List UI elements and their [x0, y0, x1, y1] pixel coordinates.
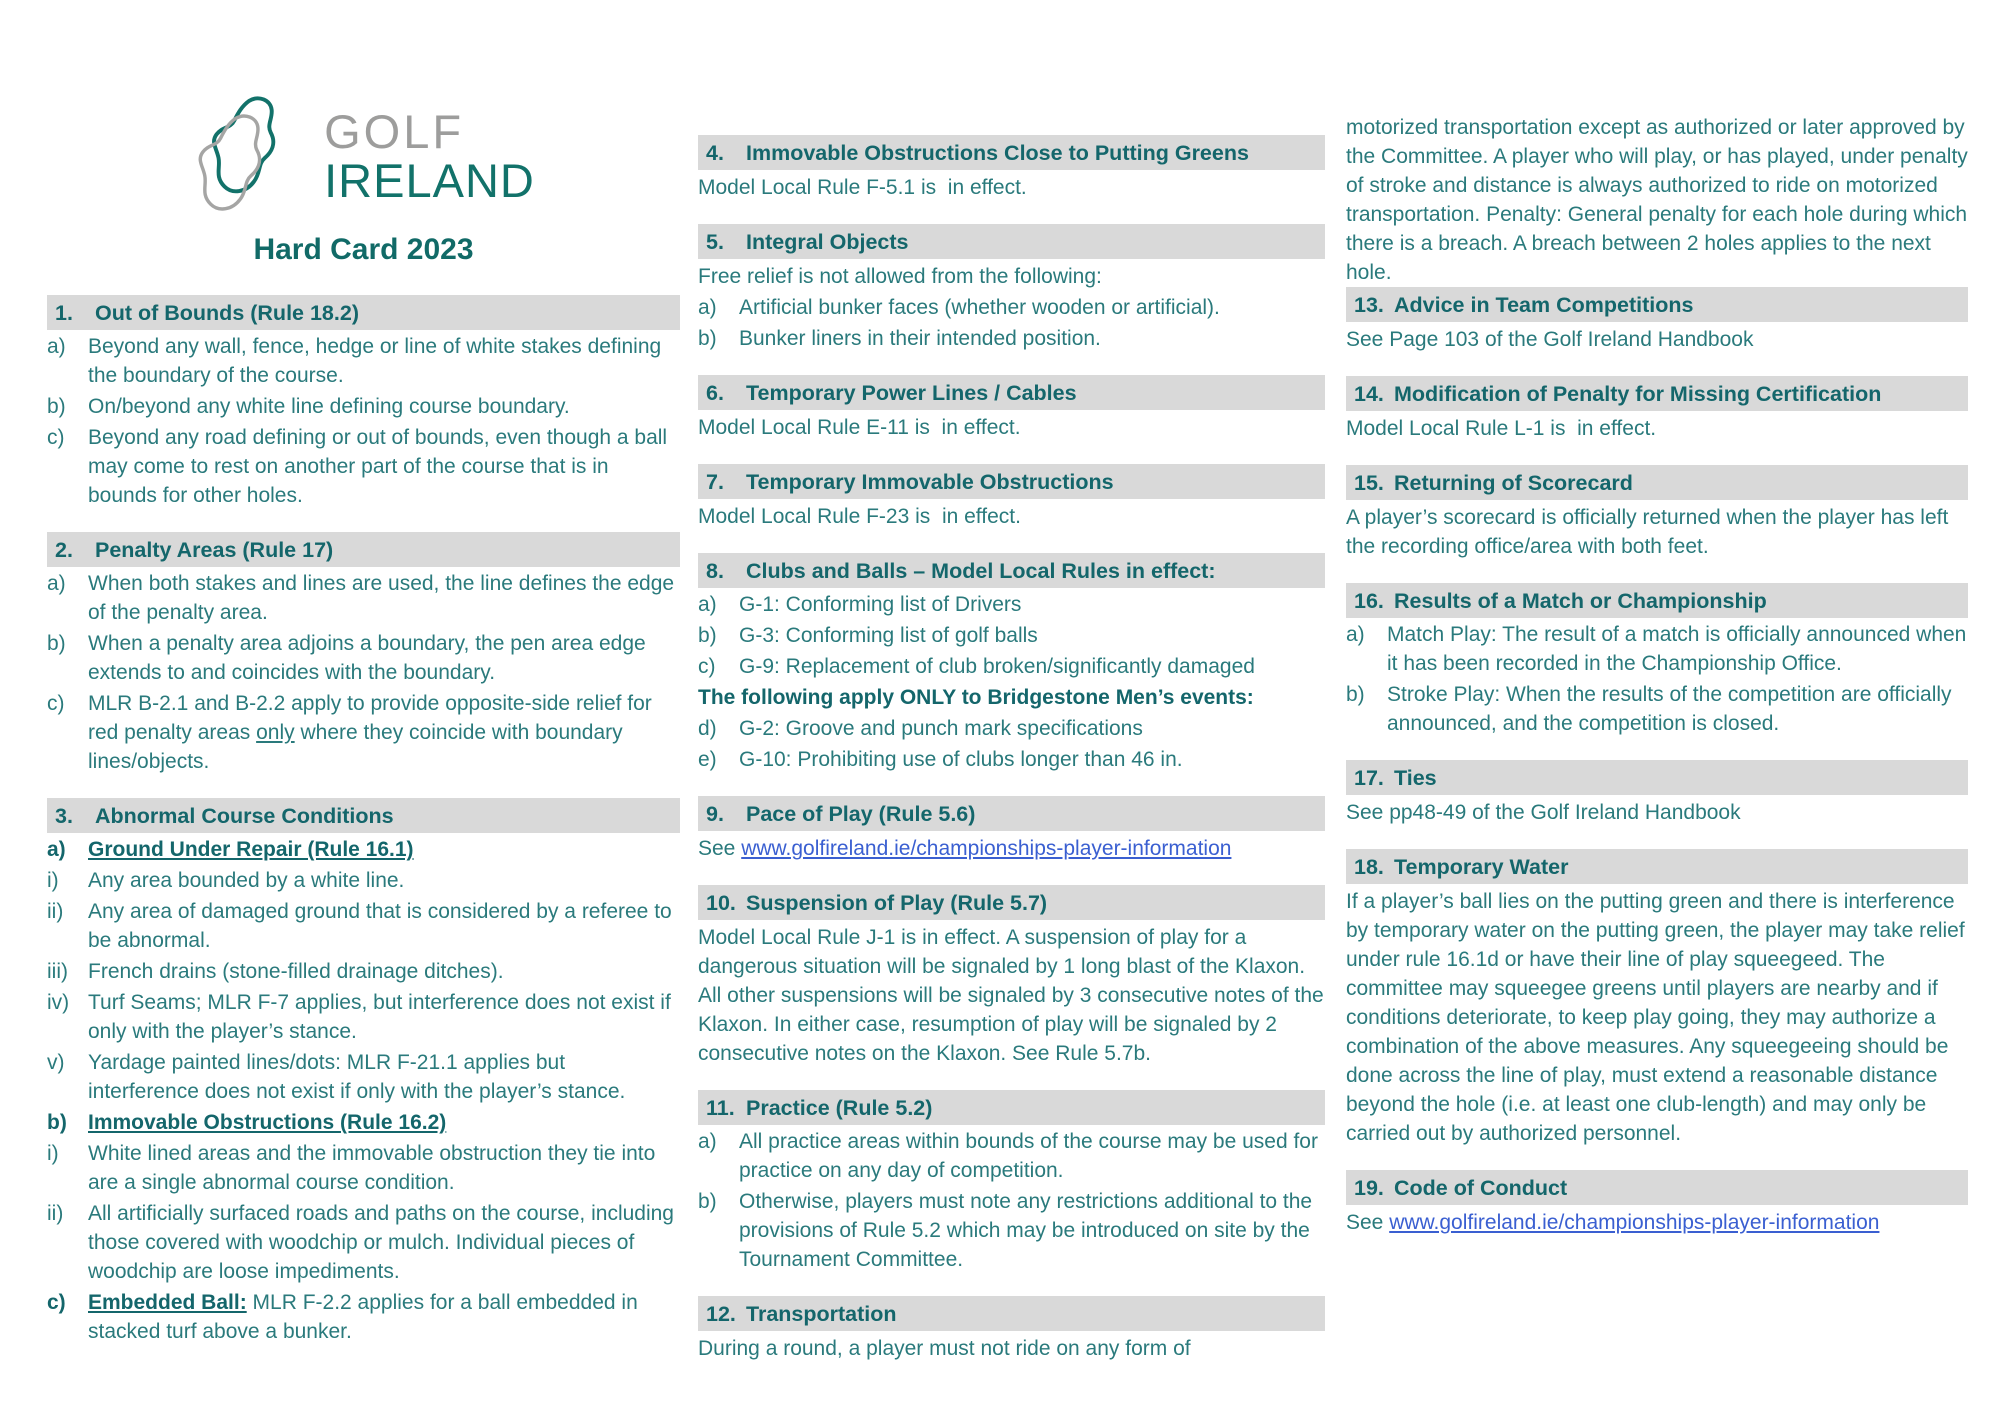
section-title: Practice (Rule 5.2) [746, 1096, 933, 1120]
section-title: Temporary Water [1394, 855, 1569, 879]
section-5 [698, 224, 1325, 353]
section-header [698, 885, 1325, 920]
bold-note: The following apply ONLY to Bridgestone Men’s events: [698, 686, 1254, 709]
logo-wordmark [324, 107, 535, 205]
rule-paragraph: Model Local Rule F-23 is in effect. [698, 505, 1021, 528]
column-middle-sections [698, 135, 1330, 1363]
item-text: Beyond any road defining or out of bounds, even though a ball may come to rest on another part of the course that is in bounds for other holes. [88, 426, 668, 507]
item-marker: b) [698, 327, 717, 350]
rule-paragraph: Model Local Rule F-5.1 is in effect. [698, 176, 1027, 199]
item-text [88, 835, 680, 864]
section-number: 3. [55, 804, 73, 828]
rule-item [47, 1139, 680, 1197]
section-number: 15. [1354, 471, 1384, 495]
section-header [1346, 760, 1968, 795]
section-header [1346, 376, 1968, 411]
section-12 [698, 1296, 1325, 1363]
section-title: Temporary Immovable Obstructions [746, 470, 1114, 494]
column-left [47, 0, 680, 1368]
item-marker: iii) [47, 960, 68, 983]
rule-item [698, 621, 1325, 650]
section-title: Abnormal Course Conditions [95, 804, 394, 828]
section-title: Integral Objects [746, 230, 909, 254]
item-marker: b) [1346, 683, 1365, 706]
item-text: Artificial bunker faces (whether wooden or artificial). [739, 296, 1220, 319]
item-marker: ii) [47, 900, 64, 923]
section-title: Pace of Play (Rule 5.6) [746, 802, 976, 826]
item-text [88, 1288, 680, 1346]
section-4 [698, 135, 1325, 202]
rule-item [47, 988, 680, 1046]
section-1 [47, 295, 680, 510]
item-text: G-1: Conforming list of Drivers [739, 593, 1022, 616]
section-header [698, 796, 1325, 831]
section-title: Ties [1394, 766, 1437, 790]
rule-item [47, 866, 680, 895]
rule-item [47, 1199, 680, 1286]
column-middle [698, 0, 1330, 1385]
rule-item [1346, 620, 1968, 678]
section-title: Temporary Power Lines / Cables [746, 381, 1077, 405]
section-number: 17. [1354, 766, 1384, 790]
item-marker: a) [1346, 623, 1365, 646]
item-text [88, 1108, 680, 1137]
rule-item [698, 745, 1325, 774]
item-text: Any area bounded by a white line. [88, 869, 405, 892]
item-text: When both stakes and lines are used, the line defines the edge of the penalty area. [88, 572, 675, 624]
item-text: All artificially surfaced roads and paths on the course, including those covered with woodchip or mulch. Individual pieces of woodchip are loose impediments. [88, 1202, 674, 1283]
text-segment: MLR F-2.2 applies for a ball embedded in stacked turf above a bunker. [88, 1291, 638, 1343]
section-19 [1346, 1170, 1968, 1237]
item-text: Any area of damaged ground that is considered by a referee to be abnormal. [88, 900, 672, 952]
item-marker: b) [47, 632, 66, 655]
rule-item [47, 423, 680, 510]
section-3 [47, 798, 680, 1346]
item-marker: b) [698, 624, 717, 647]
rule-item [1346, 680, 1968, 738]
section-number: 1. [55, 301, 73, 325]
item-marker: a) [47, 838, 66, 861]
link-prefix: See [698, 837, 742, 860]
golf-ireland-logo [47, 95, 680, 267]
link-line [698, 834, 1325, 863]
section-number: 18. [1354, 855, 1384, 879]
website-link[interactable]: www.golfireland.ie/championships-player-information [741, 837, 1232, 860]
section-number: 2. [55, 538, 73, 562]
rule-item [698, 324, 1325, 353]
section-title: Suspension of Play (Rule 5.7) [746, 891, 1048, 915]
section-16 [1346, 583, 1968, 738]
section-title: Modification of Penalty for Missing Certification [1394, 382, 1882, 406]
section-15 [1346, 465, 1968, 561]
page-title: Hard Card 2023 [253, 233, 474, 266]
rule-paragraph: If a player’s ball lies on the putting green and there is interference by temporary water on the putting green, the player may take relief under rule 16.1d or have their line of play squeegeed. The committee may squeegee greens until players are nearby and if conditions deteriorate, to keep play going, they may authorize a combination of the above measures. Any squeegeeing should be done across the line of play, must extend a reasonable distance beyond the hole (i.e. at least one club-length) and may only be carried out by authorized personnel. [1346, 890, 1971, 1145]
item-marker: e) [698, 748, 717, 771]
rule-item [698, 652, 1325, 681]
item-marker: c) [698, 655, 716, 678]
rule-paragraph: Model Local Rule J-1 is in effect. A suspension of play for a dangerous situation will be signaled by 1 long blast of the Klaxon. All other suspensions will be signaled by 3 consecutive notes of the Klaxon. In either case, resumption of play will be signaled by 2 consecutive notes on the Klaxon. See Rule 5.7b. [698, 926, 1330, 1065]
item-text: Beyond any wall, fence, hedge or line of white stakes defining the boundary of the course. [88, 335, 662, 387]
section-number: 19. [1354, 1176, 1384, 1200]
section-number: 10. [706, 891, 736, 915]
rule-item [47, 569, 680, 627]
item-text: Bunker liners in their intended position. [739, 327, 1101, 350]
item-text: When a penalty area adjoins a boundary, the pen area edge extends to and coincides with the boundary. [88, 632, 646, 684]
item-text: G-2: Groove and punch mark specifications [739, 717, 1143, 740]
item-marker: d) [698, 717, 717, 740]
rule-item [47, 897, 680, 955]
rule-item [47, 1288, 680, 1346]
rule-item [698, 293, 1325, 322]
section-title: Immovable Obstructions Close to Putting Greens [746, 141, 1249, 165]
rule-paragraph: See Page 103 of the Golf Ireland Handbook [1346, 328, 1754, 351]
rule-item [47, 1048, 680, 1106]
section-13 [1346, 287, 1968, 354]
item-marker: iv) [47, 991, 70, 1014]
section-title: Out of Bounds (Rule 18.2) [95, 301, 359, 325]
item-text: Turf Seams; MLR F-7 applies, but interference does not exist if only with the player’s stance. [88, 991, 671, 1043]
rule-item [47, 629, 680, 687]
section-header [698, 553, 1325, 588]
continued-paragraph: motorized transportation except as authorized or later approved by the Committee. A player who will play, or has played, under penalty of stroke and distance is always authorized to ride on motorized transportation. Penalty: General penalty for each hole during which there is a breach. A breach between 2 holes applies to the next hole. [1346, 116, 1974, 284]
section-title: Clubs and Balls – Model Local Rules in effect: [746, 559, 1216, 583]
emphasized-text: Embedded Ball: [88, 1291, 247, 1314]
item-marker: c) [47, 692, 65, 715]
section-header [47, 295, 680, 330]
section-11 [698, 1090, 1325, 1274]
link-prefix: See [1346, 1211, 1390, 1234]
text-segment: where they coincide with boundary lines/objects. [88, 721, 623, 773]
section-number: 11. [706, 1096, 735, 1120]
section-title: Transportation [746, 1302, 897, 1326]
rule-paragraph: A player’s scorecard is officially returned when the player has left the recording office/area with both feet. [1346, 506, 1955, 558]
section-header [698, 464, 1325, 499]
rule-paragraph: Free relief is not allowed from the following: [698, 265, 1102, 288]
section-header [1346, 465, 1968, 500]
section-14 [1346, 376, 1968, 443]
rule-item [47, 689, 680, 776]
section-17 [1346, 760, 1968, 827]
section-6 [698, 375, 1325, 442]
rule-paragraph: During a round, a player must not ride on any form of [698, 1337, 1191, 1360]
section-8 [698, 553, 1325, 774]
item-marker: c) [47, 426, 65, 449]
emphasized-text: only [256, 721, 295, 744]
item-marker: i) [47, 869, 59, 892]
rule-item [698, 1127, 1325, 1185]
item-marker: b) [698, 1190, 717, 1213]
section-number: 14. [1354, 382, 1384, 406]
rule-item [47, 1108, 680, 1137]
logo-word-ireland: IRELAND [324, 154, 535, 207]
column-right-sections [1346, 113, 1974, 1237]
website-link[interactable]: www.golfireland.ie/championships-player-information [1389, 1211, 1880, 1234]
emphasized-text: Immovable Obstructions (Rule 16.2) [88, 1111, 447, 1134]
ireland-outline-icon [192, 95, 310, 217]
section-number: 16. [1354, 589, 1384, 613]
item-marker: i) [47, 1142, 59, 1165]
item-marker: a) [47, 572, 66, 595]
item-text: French drains (stone-filled drainage ditches). [88, 960, 504, 983]
section-title: Advice in Team Competitions [1394, 293, 1694, 317]
item-text: White lined areas and the immovable obstruction they tie into are a single abnormal course condition. [88, 1142, 656, 1194]
section-header [698, 1296, 1325, 1331]
rule-item [47, 392, 680, 421]
item-marker: a) [698, 296, 717, 319]
item-text: G-10: Prohibiting use of clubs longer than 46 in. [739, 748, 1183, 771]
item-marker: b) [47, 1111, 67, 1134]
item-text: Match Play: The result of a match is officially announced when it has been recorded in the Championship Office. [1387, 623, 1967, 675]
item-text [88, 689, 680, 776]
section-2 [47, 532, 680, 776]
item-marker: a) [698, 1130, 717, 1153]
item-marker: v) [47, 1051, 65, 1074]
section-header [1346, 583, 1968, 618]
rule-paragraph: See pp48-49 of the Golf Ireland Handbook [1346, 801, 1741, 824]
rule-paragraph: Model Local Rule E-11 is in effect. [698, 416, 1021, 439]
rule-item [698, 590, 1325, 619]
section-title: Results of a Match or Championship [1394, 589, 1767, 613]
section-18 [1346, 849, 1971, 1148]
item-text: All practice areas within bounds of the course may be used for practice on any day of competition. [739, 1130, 1318, 1182]
section-header [47, 532, 680, 567]
item-marker: c) [47, 1291, 66, 1314]
section-number: 13. [1354, 293, 1384, 317]
rule-item [698, 714, 1325, 743]
section-number: 12. [706, 1302, 736, 1326]
item-text: G-9: Replacement of club broken/significantly damaged [739, 655, 1255, 678]
item-text: On/beyond any white line defining course boundary. [88, 395, 570, 418]
rule-item [47, 835, 680, 864]
item-marker: a) [698, 593, 717, 616]
section-7 [698, 464, 1325, 531]
section-number: 9. [706, 802, 724, 826]
section-header [1346, 1170, 1968, 1205]
rule-item [47, 957, 680, 986]
rule-paragraph: Model Local Rule L-1 is in effect. [1346, 417, 1657, 440]
item-text: Otherwise, players must note any restrictions additional to the provisions of Rule 5.2 which may be introduced on site by the Tournament Committee. [739, 1190, 1313, 1271]
section-title: Returning of Scorecard [1394, 471, 1633, 495]
emphasized-text: Ground Under Repair (Rule 16.1) [88, 838, 414, 861]
section-10 [698, 885, 1330, 1068]
section-header [1346, 849, 1968, 884]
item-marker: ii) [47, 1202, 64, 1225]
text-segment: MLR B-2.1 and B-2.2 apply to provide opposite-side relief for red penalty areas [88, 692, 652, 744]
section-header [1346, 287, 1968, 322]
column-right [1346, 0, 1974, 1259]
section-title: Penalty Areas (Rule 17) [95, 538, 334, 562]
section-header [698, 375, 1325, 410]
section-header [47, 798, 680, 833]
section-header [698, 1090, 1325, 1125]
section-number: 5. [706, 230, 724, 254]
column-left-sections [47, 295, 680, 1346]
item-text: Yardage painted lines/dots: MLR F-21.1 applies but interference does not exist if only with the player’s stance. [88, 1051, 626, 1103]
section-header [698, 135, 1325, 170]
section-title: Code of Conduct [1394, 1176, 1568, 1200]
section-number: 8. [706, 559, 724, 583]
section-header [698, 224, 1325, 259]
logo-word-golf: GOLF [324, 105, 465, 158]
section-9 [698, 796, 1325, 863]
rule-item [47, 332, 680, 390]
link-line [1346, 1208, 1968, 1237]
rule-item [698, 1187, 1325, 1274]
item-text: G-3: Conforming list of golf balls [739, 624, 1038, 647]
item-marker: a) [47, 335, 66, 358]
section-number: 4. [706, 141, 724, 165]
section-number: 6. [706, 381, 724, 405]
section-number: 7. [706, 470, 724, 494]
item-text: Stroke Play: When the results of the competition are officially announced, and the competition is closed. [1387, 683, 1952, 735]
item-marker: b) [47, 395, 66, 418]
